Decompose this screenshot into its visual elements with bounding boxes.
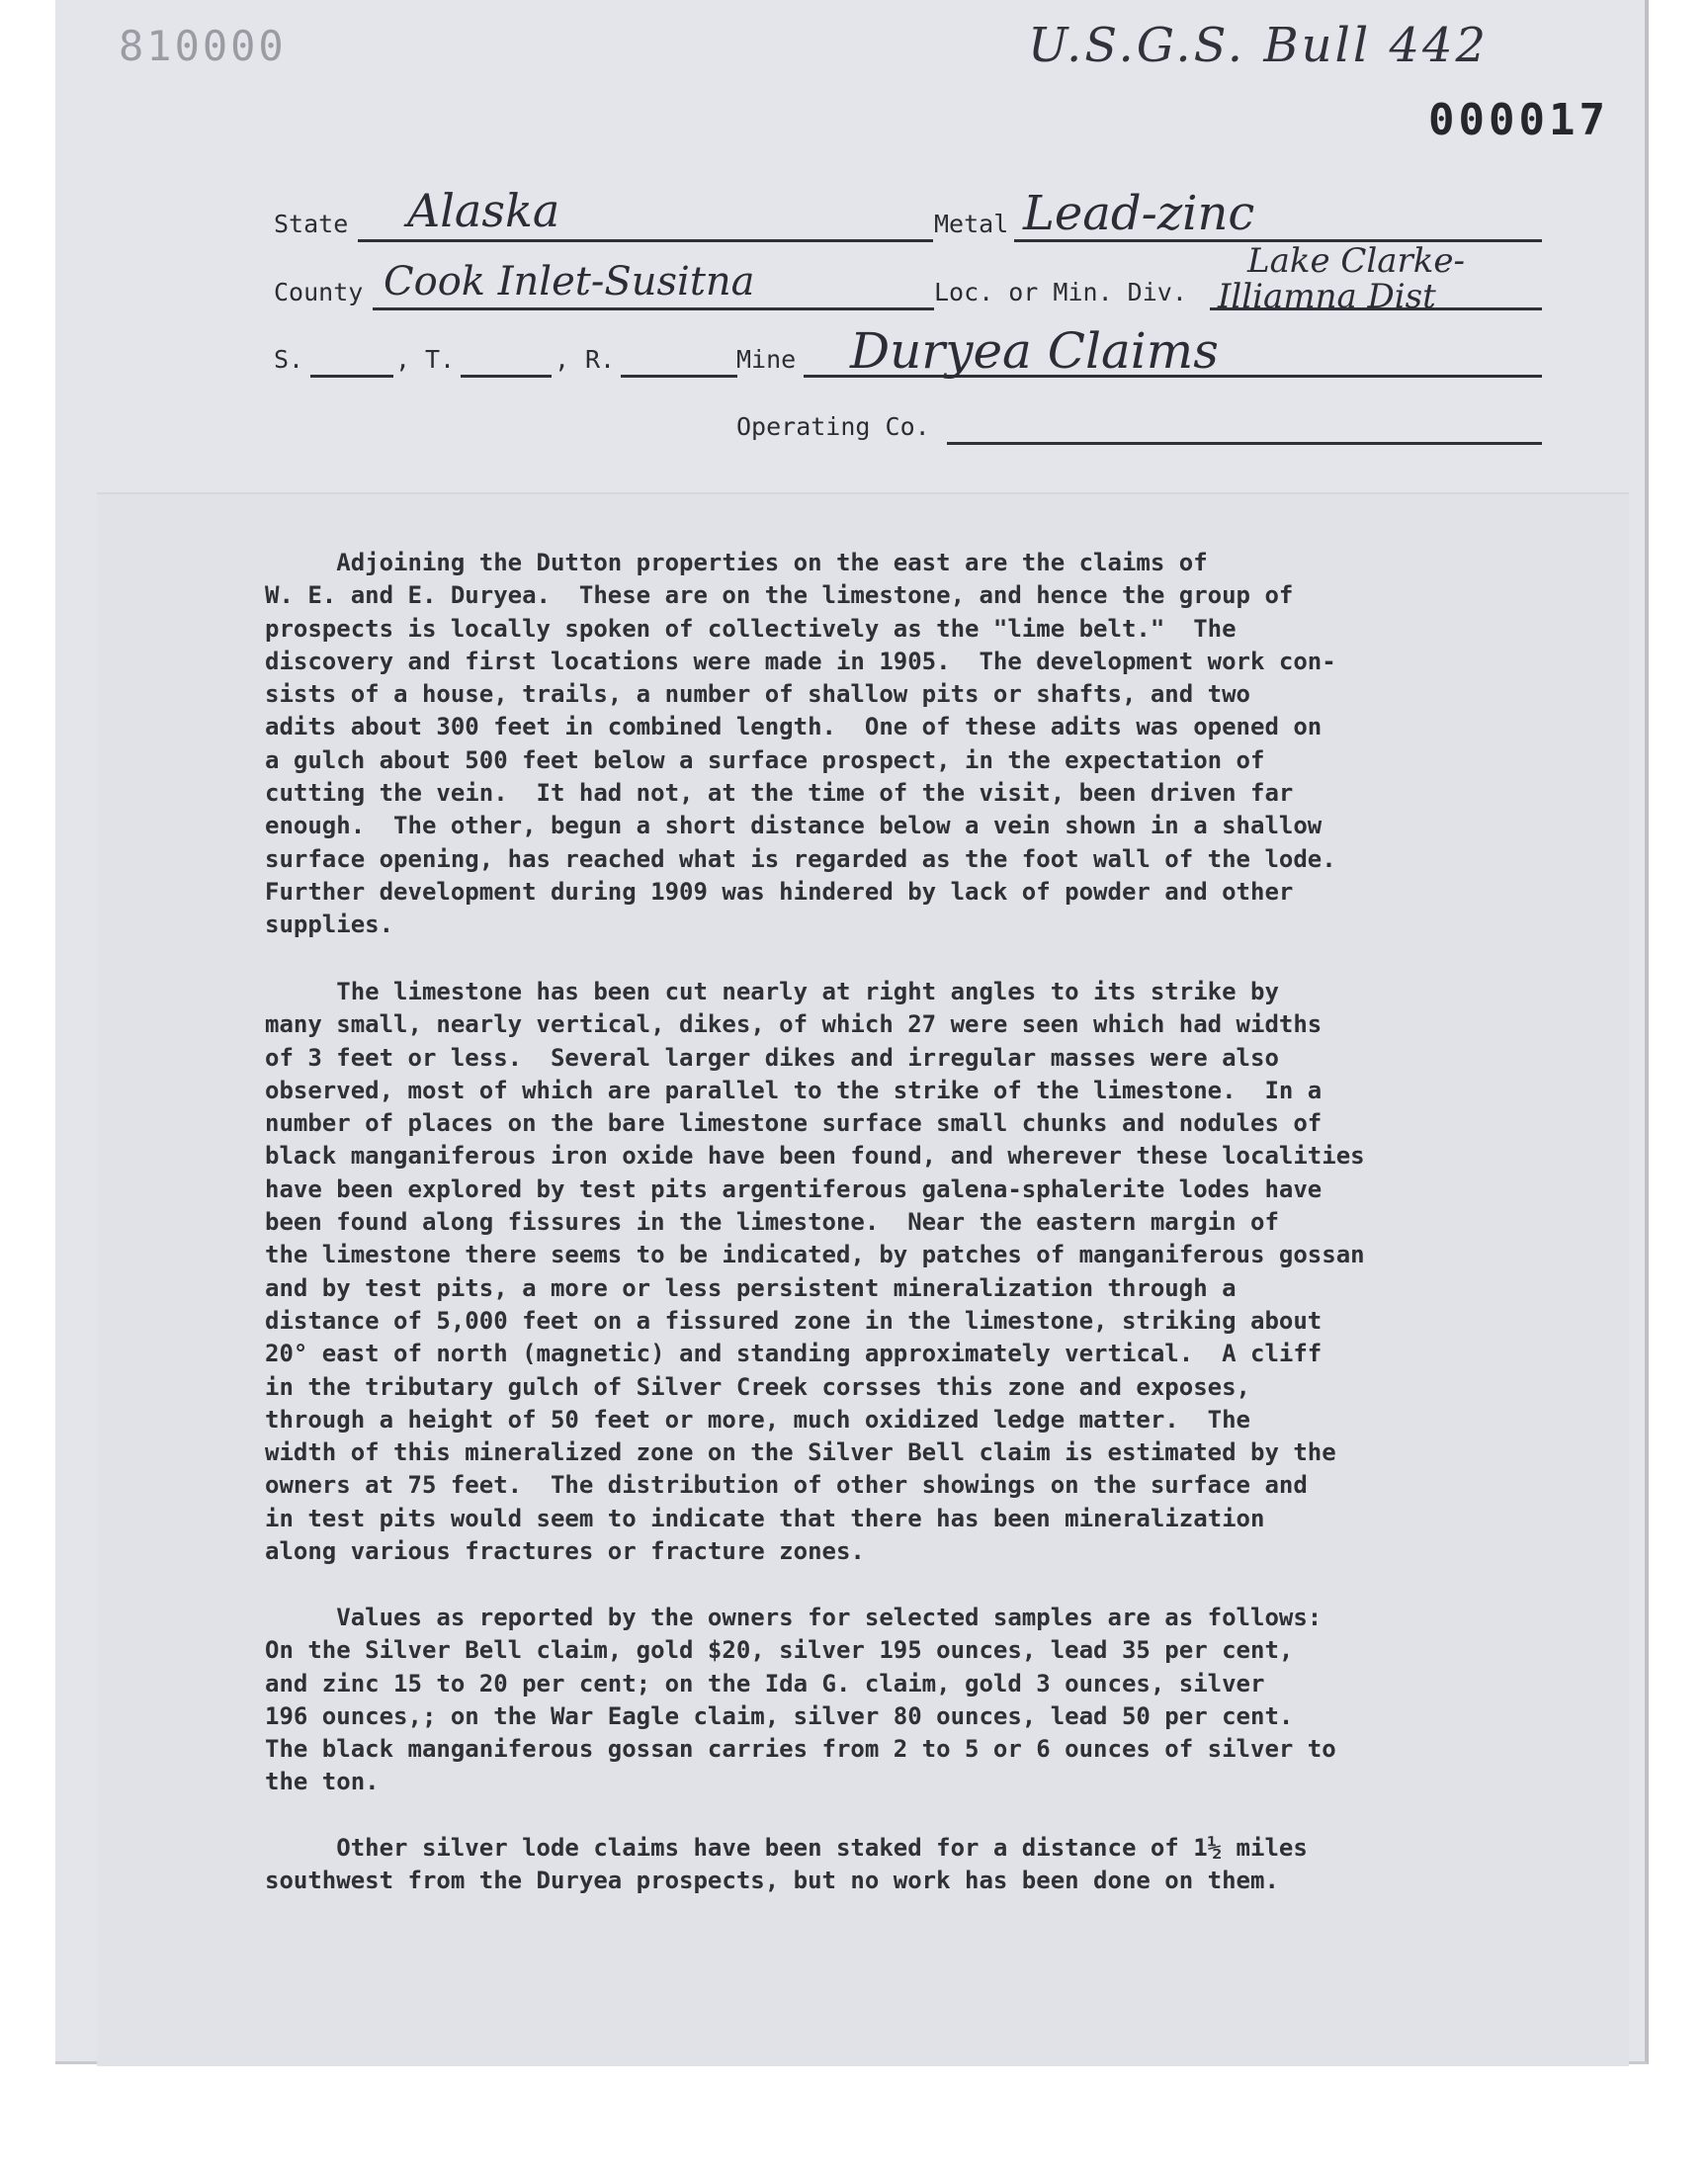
paragraph-limestone-dikes: The limestone has been cut nearly at right angles to its strike by many small, nearly vertical, dikes, of which 27 were seen which had widths of 3 feet or less. Several larger dikes and irregular masses were also observed, most of which are parallel to the strike of the limestone. In a number of places on the bare limestone surface small chunks and nodules of black manganiferous iron oxide have been found, and wherever these localities have been explored by test pits argentiferous galena-sphalerite lodes have been found along fissures in the limestone. Near the eastern margin of the limestone there seems to be indicated, by patches of manganiferous gossan and by test pits, a more or less persistent mineralization through a distance of 5,000 feet on a fissured zone in the limestone, striking about 20° east of north (magnetic) and standing approximately vertical. A cliff in the tributary gulch of Silver Creek corsses this zone and exposes, through a height of 50 feet or more, much oxidized ledge matter. The width of this mineralized zone on the Silver Bell claim is estimated by the owners at 75 feet. The distribution of other showings on the surface and in test pits would seem to indicate that there has been mineralization along various fractures or fracture zones. xyxy=(265,978,1365,1566)
document-number: 000017 xyxy=(1428,95,1609,145)
section-field-line xyxy=(310,375,393,378)
mine-value: Duryea Claims xyxy=(850,322,1219,380)
township-label: T. xyxy=(425,345,456,374)
loc-label: Loc. or Min. Div. xyxy=(934,278,1187,306)
county-value: Cook Inlet-Susitna xyxy=(384,259,755,304)
comma: , xyxy=(555,345,570,374)
paragraph-other-claims: Other silver lode claims have been staked for a distance of 1½ miles southwest from the Duryea prospects, but no work has been done on them. xyxy=(265,1834,1308,1895)
township-field-line xyxy=(461,375,552,378)
range-field-line xyxy=(621,375,737,378)
mine-label: Mine xyxy=(736,345,797,374)
operating-co-field-line xyxy=(947,442,1542,445)
county-field-line xyxy=(373,307,934,310)
state-value: Alaska xyxy=(407,184,560,237)
bulletin-reference: U.S.G.S. Bull 442 xyxy=(1028,18,1490,73)
comma: , xyxy=(395,345,411,374)
metal-label: Metal xyxy=(934,210,1009,238)
range-label: R. xyxy=(585,345,616,374)
section-label: S. xyxy=(274,345,304,374)
metal-value: Lead-zinc xyxy=(1023,186,1255,241)
loc-value-line1: Lake Clarke- xyxy=(1247,241,1466,281)
paragraph-duryea-claims: Adjoining the Dutton properties on the east are the claims of W. E. and E. Duryea. These are on the limestone, and hence the group of prospects is locally spoken of collectively as the "lime belt." The discovery and first locations were made in 1905. The development work con- sists of a house, trails, a number of shallow pits or shafts, and two adits about 300 feet in combined length. One of these adits was opened on a gulch about 500 feet below a surface prospect, in the expectation of cutting the vein. It had not, at the time of the visit, been driven far enough. The other, begun a short distance below a vein shown in a shallow surface opening, has reached what is regarded as the foot wall of the lode. Further development during 1909 was hindered by lack of powder and other supplies. xyxy=(265,549,1336,939)
loc-value-line2: Illiamna Dist xyxy=(1218,277,1436,316)
state-label: State xyxy=(274,210,349,238)
catalog-stamp: 810000 xyxy=(119,22,287,70)
paragraph-sample-values: Values as reported by the owners for selected samples are as follows: On the Silver Bell claim, gold $20, silver 195 ounces, lead 35 per cent, and zinc 15 to 20 per cent; on the Ida G. claim, gold 3 ounces, silver 196 ounces,; on the War Eagle claim, silver 80 ounces, lead 50 per cent. The black manganiferous gossan carries from 2 to 5 or 6 ounces of silver to the ton. xyxy=(265,1604,1336,1796)
operating-co-label: Operating Co. xyxy=(736,412,930,441)
county-label: County xyxy=(274,278,364,306)
state-field-line xyxy=(358,239,933,242)
